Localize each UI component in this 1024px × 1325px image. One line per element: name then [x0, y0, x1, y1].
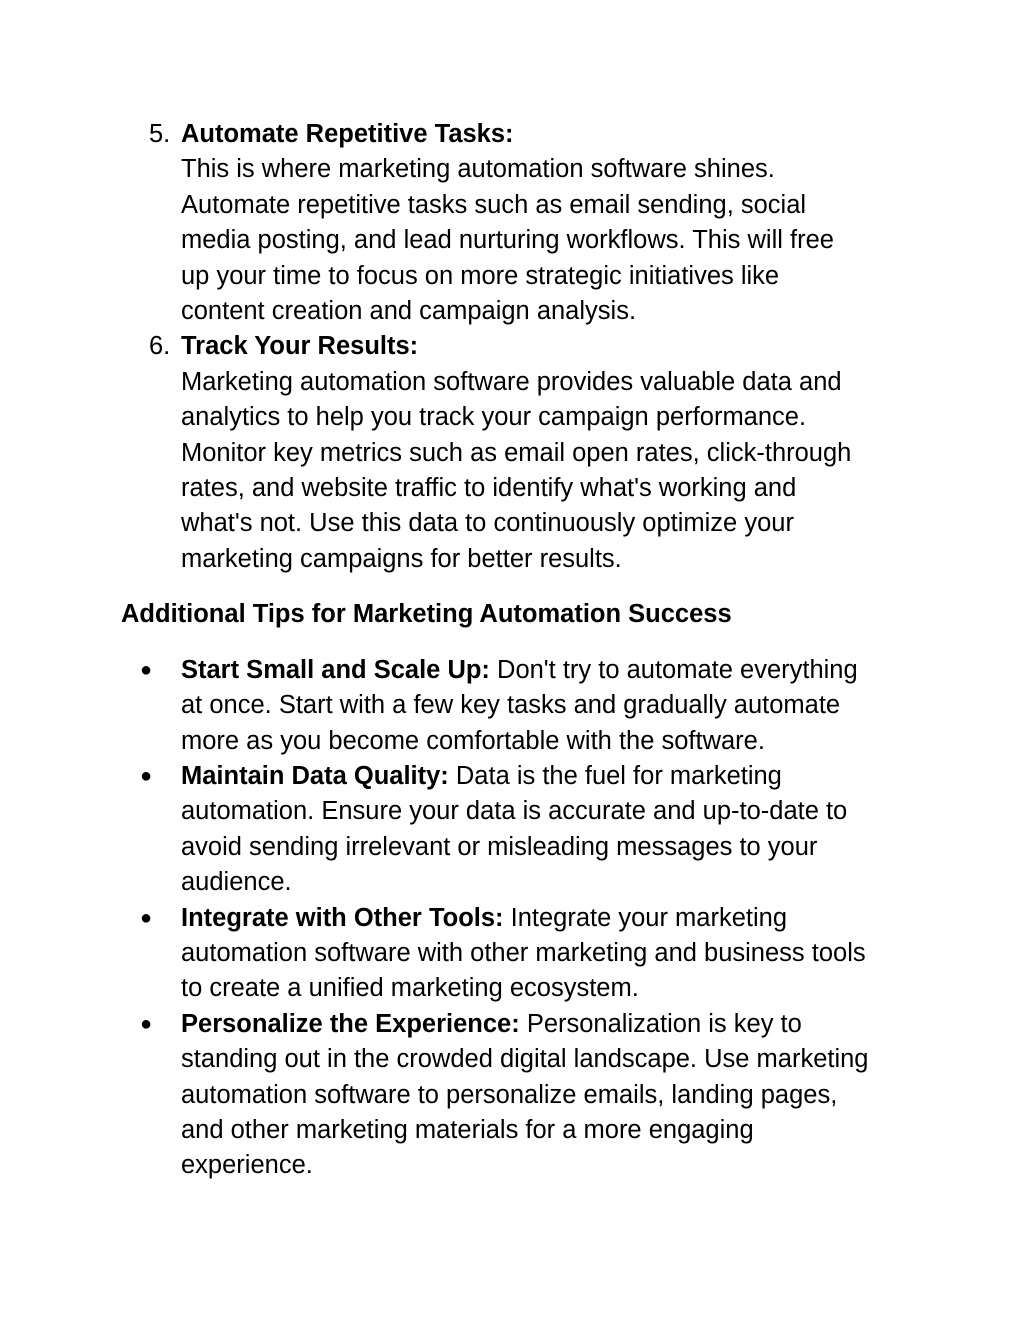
bullet-title: Maintain Data Quality: [181, 761, 449, 790]
bullet-text-line: avoid sending irrelevant or misleading messages to your [181, 832, 818, 861]
item-text-line: Automate repetitive tasks such as email sending, social [181, 190, 807, 219]
bullet-list [121, 653, 921, 1184]
list-number: 5. [149, 120, 171, 148]
bullet-item [121, 759, 921, 901]
item-text-line: what's not. Use this data to continuously optimize your [181, 509, 794, 538]
bullet-text: Personalization is key to [519, 1009, 802, 1038]
bullet-text: Data is the fuel for marketing [448, 761, 782, 790]
item-text-line: up your time to focus on more strategic initiatives like [181, 261, 780, 290]
bullet-text-line: to create a unified marketing ecosystem. [181, 974, 639, 1003]
bullet-text-line: experience. [181, 1151, 313, 1180]
bullet-text-line: and other marketing materials for a more engaging [181, 1115, 754, 1144]
bullet-icon: ● [140, 906, 153, 929]
item-text-line: rates, and website traffic to identify what's working and [181, 474, 797, 503]
item-text-line: Marketing automation software provides valuable data and [181, 367, 842, 396]
bullet-text-line: automation software to personalize emails, landing pages, [181, 1080, 838, 1109]
bullet-text: Integrate your marketing [503, 903, 788, 932]
item-text-line: content creation and campaign analysis. [181, 297, 637, 326]
bullet-text-line: more as you become comfortable with the software. [181, 726, 765, 755]
numbered-list [121, 117, 921, 577]
bullet-title: Start Small and Scale Up: [181, 655, 490, 684]
bullet-text-line: at once. Start with a few key tasks and gradually automate [181, 691, 841, 720]
bullet-first-line [181, 759, 921, 794]
list-item [121, 117, 921, 329]
item-text-line: media posting, and lead nurturing workflows. This will free [181, 226, 834, 255]
item-title: Automate Repetitive Tasks: [181, 120, 514, 148]
bullet-text-line: audience. [181, 868, 292, 897]
bullet-title: Personalize the Experience: [181, 1009, 520, 1038]
document-content [121, 117, 921, 1184]
bullet-first-line [181, 901, 921, 936]
bullet-item [121, 1007, 921, 1184]
item-title: Track Your Results: [181, 332, 419, 361]
item-text-line: This is where marketing automation software shines. [181, 155, 775, 184]
bullet-text-line: standing out in the crowded digital landscape. Use marketing [181, 1045, 869, 1074]
bullet-item [121, 653, 921, 759]
item-text-line: marketing campaigns for better results. [181, 544, 622, 573]
bullet-first-line [181, 653, 921, 688]
list-number: 6. [149, 332, 171, 361]
bullet-icon: ● [140, 764, 153, 787]
bullet-item [121, 901, 921, 1007]
bullet-icon: ● [140, 658, 153, 681]
item-text-line: Monitor key metrics such as email open rates, click-through [181, 438, 852, 467]
bullet-first-line [181, 1007, 921, 1042]
bullet-icon: ● [140, 1012, 153, 1035]
section-heading: Additional Tips for Marketing Automation Success [121, 600, 732, 629]
item-text-line: analytics to help you track your campaign performance. [181, 403, 807, 432]
bullet-title: Integrate with Other Tools: [181, 903, 504, 932]
bullet-text: Don't try to automate everything [489, 655, 858, 684]
bullet-text-line: automation. Ensure your data is accurate and up-to-date to [181, 797, 848, 826]
list-item [121, 329, 921, 577]
bullet-text-line: automation software with other marketing and business tools [181, 938, 866, 967]
